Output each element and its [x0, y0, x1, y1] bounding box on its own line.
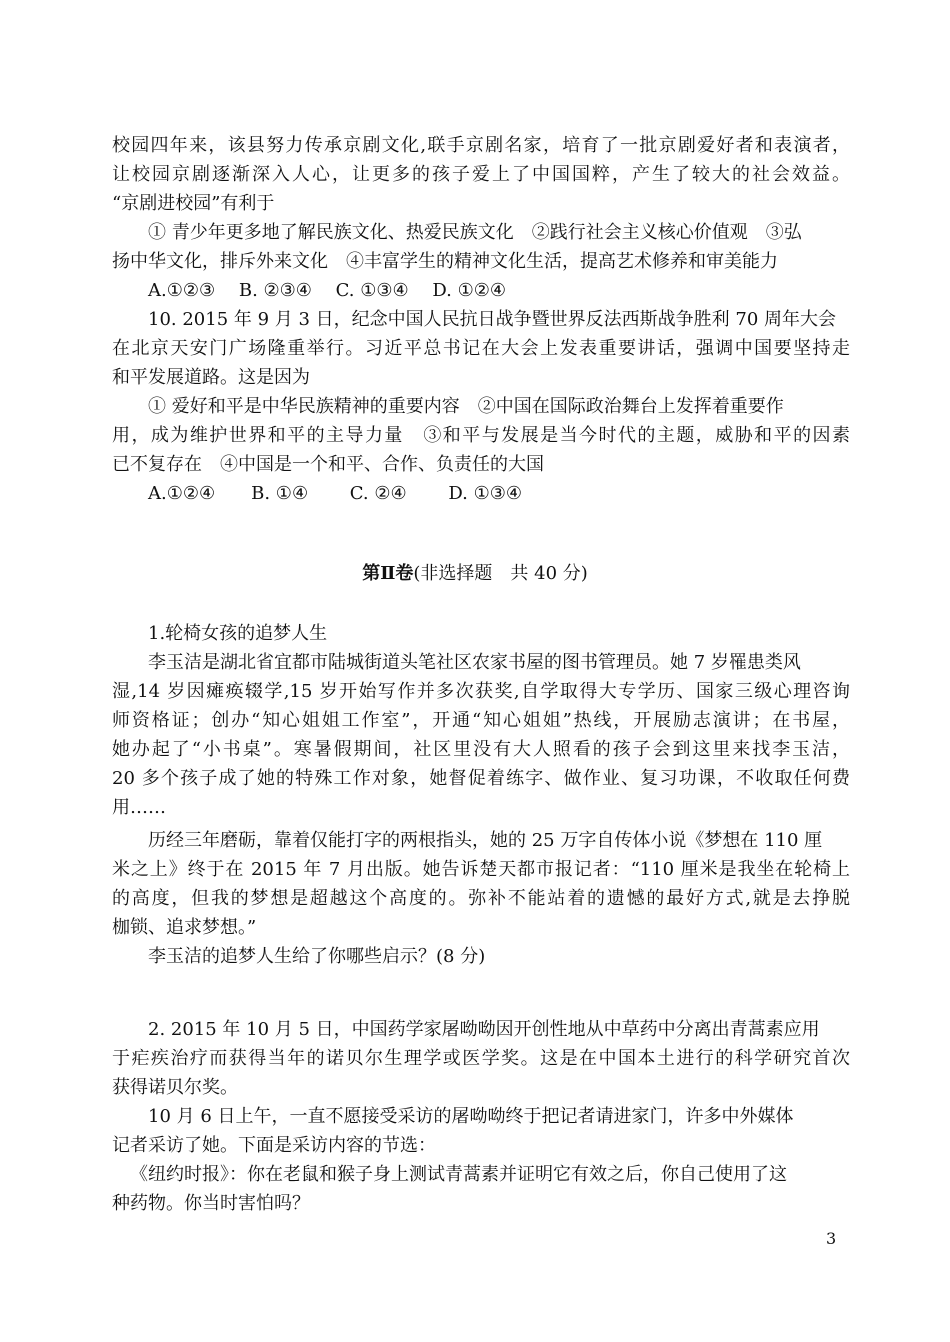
problem-1-para-b-line-4: 枷锁、追求梦想。” [112, 917, 257, 938]
q9-stem-line-1: 校园四年来，该县努力传承京剧文化,联手京剧名家，培育了一批京剧爱好者和表演者， [112, 135, 850, 156]
q10-option-line-3: 已不复存在 ④中国是一个和平、合作、负责任的大国 [112, 454, 544, 475]
problem-2-para-a-line-1: 2. 2015 年 10 月 5 日，中国药学家屠呦呦因开创性地从中草药中分离出青蒿素应用 [148, 1019, 820, 1040]
problem-1-para-a-line-3: 师资格证；创办“知心姐姐工作室”，开通“知心姐姐”热线，开展励志演讲；在书屋， [112, 710, 850, 731]
problem-1-para-b-line-3: 的高度，但我的梦想是超越这个高度的。弥补不能站着的遗憾的最好方式,就是去挣脱 [112, 888, 850, 909]
problem-2-para-c-line-2: 种药物。你当时害怕吗？ [112, 1193, 310, 1214]
q9-stem-line-2: 让校园京剧逐渐深入人心，让更多的孩子爱上了中国国粹，产生了较大的社会效益。 [112, 164, 850, 185]
q9-stem-line-3: “京剧进校园”有利于 [112, 193, 275, 214]
section-subtitle: (非选择题 共 40 分) [413, 563, 588, 584]
q10-option-line-1: ① 爱好和平是中华民族精神的重要内容 ②中国在国际政治舞台上发挥着重要作 [148, 396, 784, 417]
q10-stem-line-3: 和平发展道路。这是因为 [112, 367, 310, 388]
problem-1-para-b-line-2: 米之上》终于在 2015 年 7 月出版。她告诉楚天都市报记者：“110 厘米是我坐在轮椅上 [112, 859, 850, 880]
q9-option-line-2: 扬中华文化，排斥外来文化 ④丰富学生的精神文化生活，提高艺术修养和审美能力 [112, 251, 778, 272]
problem-1-para-a-line-2: 湿,14 岁因瘫痪辍学,15 岁开始写作并多次获奖,自学取得大专学历、国家三级心理咨询 [112, 681, 850, 702]
problem-1-para-a-line-6: 用…… [112, 797, 166, 818]
q9-choices: A.①②③ B. ②③④ C. ①③④ D. ①②④ [148, 280, 507, 301]
problem-1-para-a-line-1: 李玉洁是湖北省宜都市陆城街道头笔社区农家书屋的图书管理员。她 7 岁罹患类风 [148, 652, 801, 673]
q10-option-line-2: 用，成为维护世界和平的主导力量 ③和平与发展是当今时代的主题，威胁和平的因素 [112, 425, 850, 446]
problem-2-para-a-line-3: 获得诺贝尔奖。 [112, 1077, 238, 1098]
problem-2-para-c-line-1: 《纽约时报》：你在老鼠和猴子身上测试青蒿素并证明它有效之后，你自己使用了这 [130, 1164, 787, 1185]
page-number: 3 [826, 1229, 837, 1248]
section-title: 第Ⅱ卷 [362, 563, 414, 584]
problem-2-para-a-line-2: 于疟疾治疗而获得当年的诺贝尔生理学或医学奖。这是在中国本土进行的科学研究首次 [112, 1048, 850, 1069]
q10-stem-line-2: 在北京天安门广场隆重举行。习近平总书记在大会上发表重要讲话，强调中国要坚持走 [112, 338, 850, 359]
problem-1-para-a-line-5: 20 多个孩子成了她的特殊工作对象，她督促着练字、做作业、复习功课，不收取任何费 [112, 768, 850, 789]
problem-2-para-b-line-1: 10 月 6 日上午，一直不愿接受采访的屠呦呦终于把记者请进家门，许多中外媒体 [148, 1106, 794, 1127]
problem-1-para-b-line-1: 历经三年磨砺，靠着仅能打字的两根指头，她的 25 万字自传体小说《梦想在 110 厘 [148, 830, 823, 851]
problem-2-para-b-line-2: 记者采访了她。下面是采访内容的节选： [112, 1135, 436, 1156]
problem-1-question: 李玉洁的追梦人生给了你哪些启示？(8 分) [148, 946, 486, 967]
q10-stem-line-1: 10. 2015 年 9 月 3 日，纪念中国人民抗日战争暨世界反法西斯战争胜利 70 周年大会 [148, 309, 837, 330]
q9-option-line-1: ① 青少年更多地了解民族文化、热爱民族文化 ②践行社会主义核心价值观 ③弘 [148, 222, 802, 243]
q10-choices: A.①②④ B. ①④ C. ②④ D. ①③④ [148, 483, 523, 504]
problem-1-title: 1.轮椅女孩的追梦人生 [148, 623, 328, 644]
section-heading [0, 560, 950, 588]
problem-1-para-a-line-4: 她办起了“小书桌”。寒暑假期间，社区里没有大人照看的孩子会到这里来找李玉洁， [112, 739, 850, 760]
